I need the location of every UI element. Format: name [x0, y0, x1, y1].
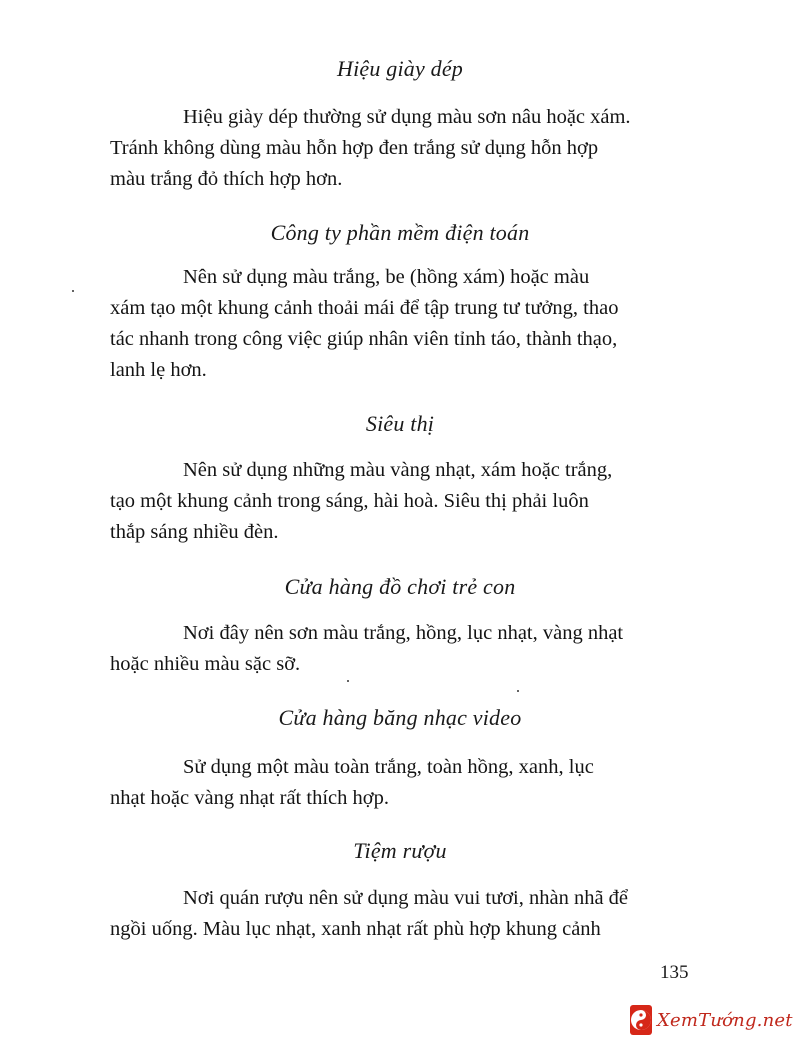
yin-yang-icon — [630, 1005, 652, 1035]
paragraph-video-store — [110, 752, 690, 814]
section-heading-software-company: Công ty phần mềm điện toán — [270, 220, 530, 245]
page-number: 135 — [660, 962, 689, 983]
section-heading-shoe-store: Hiệu giày dép — [336, 56, 463, 81]
section-heading-supermarket: Siêu thị — [365, 411, 435, 436]
paragraph-line: thắp sáng nhiều đèn. — [110, 521, 279, 543]
paragraph-line: tác nhanh trong công việc giúp nhân viên tỉnh táo, thành thạo, — [110, 328, 618, 350]
paragraph-line: xám tạo một khung cảnh thoải mái để tập trung tư tưởng, thao — [110, 297, 619, 319]
paragraph-line: hoặc nhiều màu sặc sỡ. — [110, 653, 301, 675]
section-heading-video-store: Cửa hàng băng nhạc video — [278, 705, 522, 730]
paragraph-software-company — [110, 262, 690, 386]
paragraph-line: Nơi đây nên sơn màu trắng, hồng, lục nhạt, vàng nhạt — [183, 622, 624, 644]
paragraph-wine-shop — [110, 883, 690, 945]
paragraph-line: màu trắng đỏ thích hợp hơn. — [110, 168, 343, 190]
paragraph-line: Sử dụng một màu toàn trắng, toàn hồng, xanh, lục — [183, 756, 594, 778]
paragraph-line: Nơi quán rượu nên sử dụng màu vui tươi, nhàn nhã để — [183, 887, 629, 909]
scan-speck — [347, 680, 349, 682]
site-watermark — [630, 1003, 793, 1037]
section-heading-wine-shop: Tiệm rượu — [353, 838, 447, 863]
scan-speck — [517, 690, 519, 692]
paragraph-line: Nên sử dụng màu trắng, be (hồng xám) hoặc màu — [183, 266, 590, 288]
paragraph-line: Nên sử dụng những màu vàng nhạt, xám hoặc trắng, — [183, 459, 613, 481]
scan-speck — [72, 290, 74, 292]
watermark-text: XemTướng.net — [657, 1009, 793, 1031]
paragraph-line: lanh lẹ hơn. — [110, 359, 207, 381]
paragraph-line: ngồi uống. Màu lục nhạt, xanh nhạt rất phù hợp khung cảnh — [110, 918, 601, 940]
paragraph-shoe-store — [110, 102, 690, 195]
paragraph-toy-store — [110, 618, 690, 680]
paragraph-line: Tránh không dùng màu hỗn hợp đen trắng sử dụng hỗn hợp — [110, 137, 599, 159]
paragraph-line: tạo một khung cảnh trong sáng, hài hoà. Siêu thị phải luôn — [110, 490, 589, 512]
paragraph-supermarket — [110, 455, 690, 548]
section-heading-toy-store: Cửa hàng đồ chơi trẻ con — [284, 574, 516, 599]
paragraph-line: nhạt hoặc vàng nhạt rất thích hợp. — [110, 787, 389, 809]
paragraph-line: Hiệu giày dép thường sử dụng màu sơn nâu hoặc xám. — [183, 106, 631, 128]
